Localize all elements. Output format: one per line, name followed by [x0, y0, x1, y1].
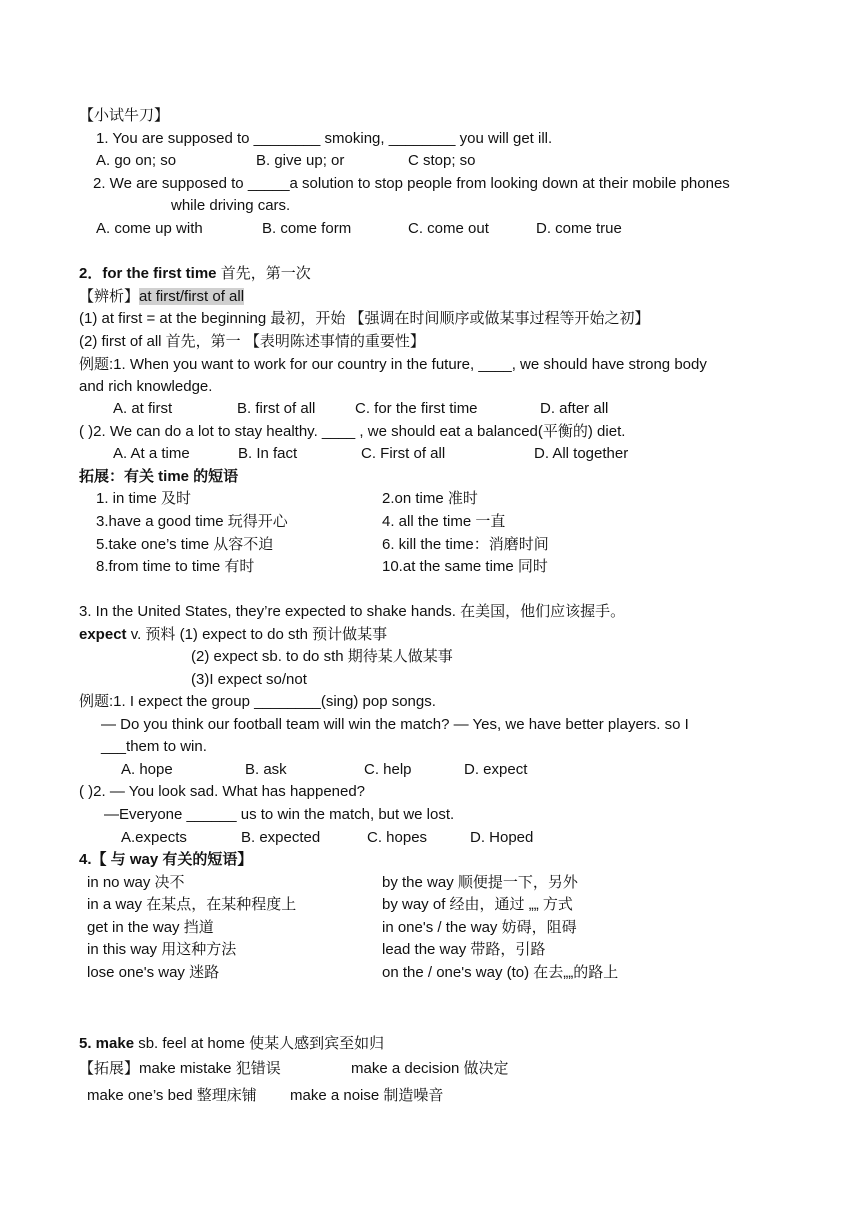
- way-phrase: on the / one's way (to) 在去„„的路上: [382, 964, 619, 981]
- way-phrase: lose one's way 迷路: [87, 964, 220, 981]
- phrase-item: 1. in time 及时: [96, 490, 192, 507]
- explanation-line: (1) at first = at the beginning 最初，开始 【强调在时间顺序或做某事过程等开始之初】: [79, 310, 650, 327]
- option-a: A. come up with: [96, 220, 203, 237]
- option-b: B. first of all: [237, 400, 316, 417]
- analysis-heading: 【辨析】at first/first of all: [79, 288, 245, 305]
- option-c: C stop; so: [408, 152, 476, 169]
- example-question: ( )2. — You look sad. What has happened?: [79, 783, 366, 800]
- usage-line: (2) expect sb. to do sth 期待某人做某事: [191, 648, 453, 665]
- section-title: 2．for the first time 首先，第一次: [79, 265, 311, 282]
- example-question: 例题:1. I expect the group ________(sing) pop songs.: [79, 693, 436, 710]
- dialogue-line: —Everyone ______ us to win the match, but we lost.: [104, 806, 455, 823]
- option-b: B. give up; or: [256, 152, 345, 169]
- option-c: C. for the first time: [355, 400, 478, 417]
- section-intro: 3. In the United States, they’re expected to shake hands. 在美国，他们应该握手。: [79, 603, 626, 620]
- way-phrase: in this way 用这种方法: [87, 941, 237, 958]
- extension-line: make a decision 做决定: [351, 1060, 509, 1077]
- extension-line: make one’s bed 整理床铺: [87, 1087, 257, 1104]
- way-phrase: in a way 在某点，在某种程度上: [87, 896, 297, 913]
- option-b: B. expected: [241, 829, 321, 846]
- phrase-item: 2.on time 准时: [382, 490, 478, 507]
- question-text: 1. You are supposed to ________ smoking, ________ you will get ill.: [96, 130, 553, 147]
- usage-line: (3)I expect so/not: [191, 671, 307, 688]
- extension-line: 【拓展】make mistake 犯错误: [79, 1060, 281, 1077]
- question-text: while driving cars.: [171, 197, 291, 214]
- phrase-item: 6. kill the time：消磨时间: [382, 536, 549, 553]
- example-question: and rich knowledge.: [79, 378, 213, 395]
- option-a: A. hope: [121, 761, 173, 778]
- way-phrase: lead the way 带路，引路: [382, 941, 546, 958]
- way-phrase: get in the way 挡道: [87, 919, 214, 936]
- option-c: C. First of all: [361, 445, 446, 462]
- section-heading: 【小试牛刀】: [79, 107, 170, 124]
- usage-line: expect v. 预料 (1) expect to do sth 预计做某事: [79, 626, 388, 643]
- highlighted-text: at first/first of all: [139, 288, 245, 305]
- phrase-item: 8.from time to time 有时: [96, 558, 255, 575]
- extension-heading: 拓展：有关 time 的短语: [79, 468, 239, 485]
- option-a: A. At a time: [113, 445, 190, 462]
- option-d: D. come true: [536, 220, 622, 237]
- way-phrase: in no way 决不: [87, 874, 185, 891]
- example-question: 例题:1. When you want to work for our country in the future, ____, we should have strong body: [79, 356, 707, 373]
- option-c: C. come out: [408, 220, 489, 237]
- option-a: A.expects: [121, 829, 187, 846]
- question-text: 2. We are supposed to _____a solution to stop people from looking down at their mobile phones: [93, 175, 730, 192]
- section-title: 4.【 与 way 有关的短语】: [79, 851, 253, 868]
- option-a: A. go on; so: [96, 152, 177, 169]
- dialogue-line: ___them to win.: [101, 738, 207, 755]
- option-b: B. ask: [245, 761, 287, 778]
- option-d: D. All together: [534, 445, 629, 462]
- way-phrase: in one's / the way 妨碍，阻碍: [382, 919, 577, 936]
- way-phrase: by the way 顺便提一下，另外: [382, 874, 578, 891]
- option-b: B. In fact: [238, 445, 298, 462]
- explanation-line: (2) first of all 首先，第一 【表明陈述事情的重要性】: [79, 333, 425, 350]
- example-question: ( )2. We can do a lot to stay healthy. ____ , we should eat a balanced(平衡的) diet.: [79, 423, 626, 440]
- phrase-item: 5.take one’s time 从容不迫: [96, 536, 274, 553]
- option-c: C. hopes: [367, 829, 428, 846]
- option-a: A. at first: [113, 400, 173, 417]
- phrase-item: 10.at the same time 同时: [382, 558, 548, 575]
- way-phrase: by way of 经由，通过 „„ 方式: [382, 896, 573, 913]
- phrase-item: 3.have a good time 玩得开心: [96, 513, 288, 530]
- option-d: D. Hoped: [470, 829, 534, 846]
- option-d: D. expect: [464, 761, 528, 778]
- phrase-item: 4. all the time 一直: [382, 513, 506, 530]
- extension-line: make a noise 制造噪音: [290, 1087, 444, 1104]
- option-c: C. help: [364, 761, 412, 778]
- section-title: 5. make sb. feel at home 使某人感到宾至如归: [79, 1035, 385, 1052]
- option-d: D. after all: [540, 400, 609, 417]
- option-b: B. come form: [262, 220, 352, 237]
- dialogue-line: — Do you think our football team will win the match? — Yes, we have better players. so I: [101, 716, 689, 733]
